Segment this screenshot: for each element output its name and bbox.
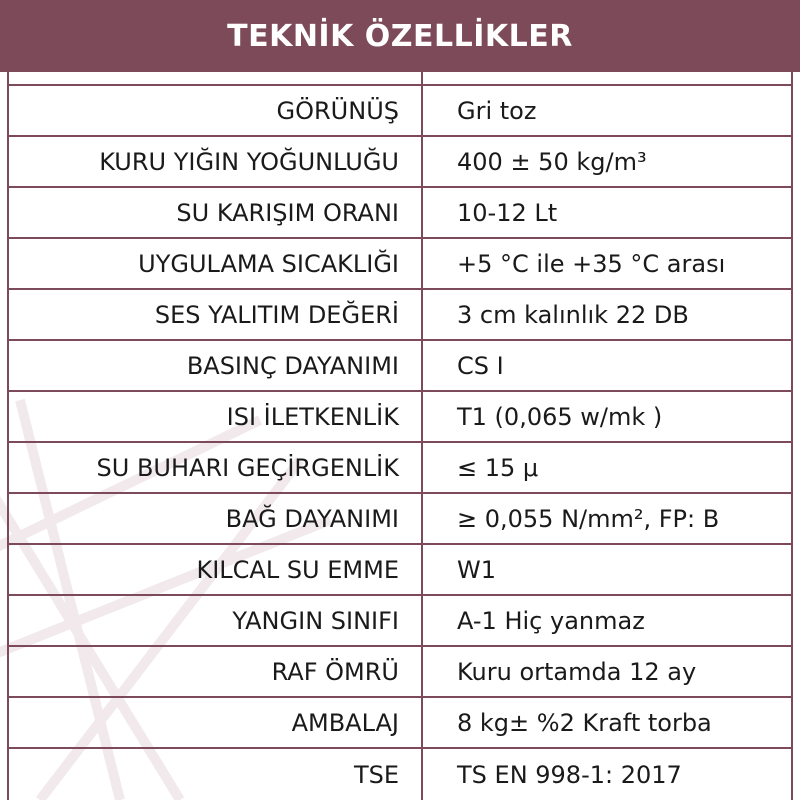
spec-value: TS EN 998-1: 2017 [457, 760, 682, 789]
spec-label: YANGIN SINIFI [9, 596, 423, 645]
spec-label: KILCAL SU EMME [9, 545, 423, 594]
table-row [9, 86, 791, 137]
table-row [9, 392, 791, 443]
spec-value: A-1 Hiç yanmaz [457, 606, 645, 635]
table-row [9, 647, 791, 698]
spec-value: ≤ 15 μ [457, 453, 539, 482]
table-spacer-row [9, 72, 791, 86]
spec-label: SES YALITIM DEĞERİ [9, 290, 423, 339]
table-row [9, 698, 791, 749]
spec-label: TSE [9, 749, 423, 800]
spec-value: 10-12 Lt [457, 198, 558, 227]
spec-value: 400 ± 50 kg/m³ [457, 147, 647, 176]
table-row [9, 443, 791, 494]
spec-value: 3 cm kalınlık 22 DB [457, 300, 689, 329]
table-row [9, 137, 791, 188]
spec-label: ISI İLETKENLİK [9, 392, 423, 441]
spec-value: Kuru ortamda 12 ay [457, 657, 697, 686]
spec-label: AMBALAJ [9, 698, 423, 747]
spec-value: CS I [457, 351, 504, 380]
spec-value: 8 kg± %2 Kraft torba [457, 708, 712, 737]
spec-label: UYGULAMA SICAKLIĞI [9, 239, 423, 288]
spec-label: GÖRÜNÜŞ [9, 86, 423, 135]
spec-value: W1 [457, 555, 496, 584]
table-row [9, 545, 791, 596]
spec-label: BASINÇ DAYANIMI [9, 341, 423, 390]
spec-value: ≥ 0,055 N/mm², FP: B [457, 504, 720, 533]
spec-value: T1 (0,065 w/mk ) [457, 402, 663, 431]
spec-table [7, 72, 793, 800]
spec-value: +5 °C ile +35 °C arası [457, 249, 726, 278]
page-title: TEKNİK ÖZELLİKLER [227, 18, 573, 54]
spec-label: SU KARIŞIM ORANI [9, 188, 423, 237]
table-row [9, 290, 791, 341]
spec-label: KURU YIĞIN YOĞUNLUĞU [9, 137, 423, 186]
table-row [9, 596, 791, 647]
table-row [9, 188, 791, 239]
table-row [9, 341, 791, 392]
spec-label: SU BUHARI GEÇİRGENLİK [9, 443, 423, 492]
table-row [9, 749, 791, 800]
table-row [9, 494, 791, 545]
spec-value: Gri toz [457, 96, 537, 125]
spec-label: RAF ÖMRÜ [9, 647, 423, 696]
spec-table-header [0, 0, 800, 72]
spec-label: BAĞ DAYANIMI [9, 494, 423, 543]
table-row [9, 239, 791, 290]
